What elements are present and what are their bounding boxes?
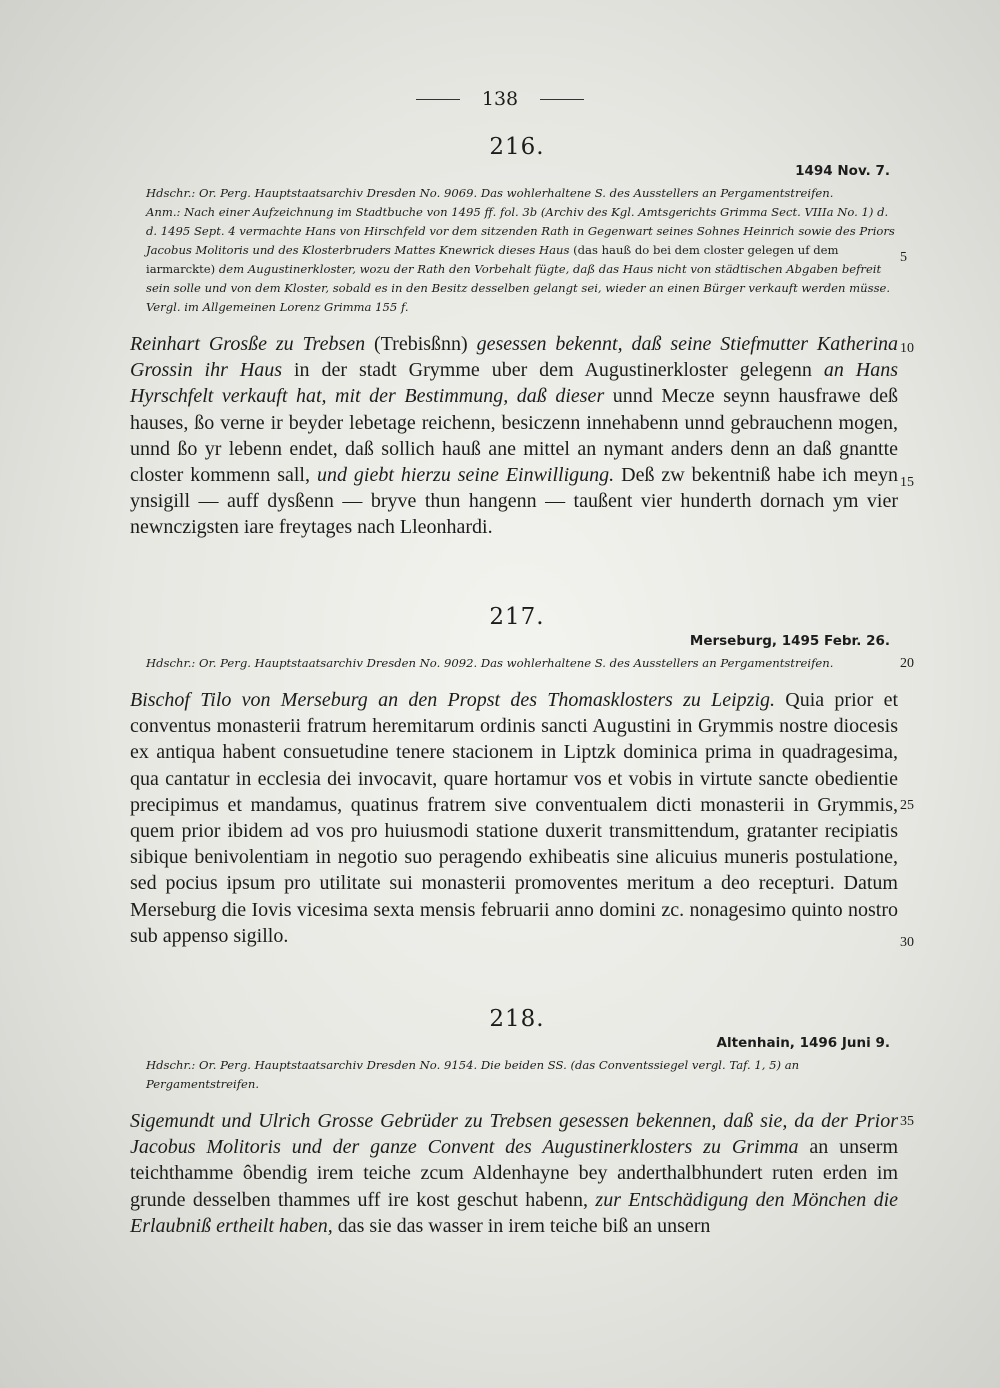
entry-number: 216. xyxy=(489,134,545,160)
text-regest: an Hans Hyrschfelt verkauft hat, mit der Bestimmung, daß dieser xyxy=(130,359,898,408)
text-quote: unnd Mecze seynn hausfrawe deß hauses, ßo verne ir beyder lebetage reichenn, besiczenn innehabenn unnd gebrauchenn mogen, unnd ßo yr lebenn endet, daß sollich hauß ane mittel an nymant anders denn an daß gnantte closter kommenn sall, xyxy=(130,385,899,487)
text-quote: an unserm teichthamme ôbendig irem teiche zcum Aldenhayne bey anderthalbhundert ruten erden im grunde desselben thammes uff ire kost geschut habenn, xyxy=(130,1136,899,1211)
line-number: 15 xyxy=(900,475,914,490)
text-regest: Reinhart Grosße zu Trebsen xyxy=(130,333,366,355)
line-number: 5 xyxy=(900,250,907,265)
document-text xyxy=(130,687,898,949)
document-text xyxy=(130,1108,898,1239)
entry-date: Altenhain, 1496 Juni 9. xyxy=(716,1035,890,1051)
line-number: 35 xyxy=(900,1114,914,1129)
entry-date: 1494 Nov. 7. xyxy=(795,163,890,179)
entry-number: 218. xyxy=(489,1006,545,1032)
line-number: 25 xyxy=(900,798,914,813)
header-rule-right xyxy=(540,99,584,100)
page-number: 138 xyxy=(481,88,519,110)
source-note xyxy=(130,654,898,673)
line-number: 30 xyxy=(900,935,914,950)
entry-number: 217. xyxy=(489,604,545,630)
text-regest: und giebt hierzu seine Einwilligung. xyxy=(316,464,615,487)
text-quote: das sie das wasser in irem teiche biß an unsern xyxy=(337,1214,711,1237)
annotation xyxy=(146,203,898,317)
text-regest: gesessen bekennt, daß seine Stiefmutter Katherina Grossin ihr Haus xyxy=(130,333,899,382)
text-quote: (Trebisßnn) xyxy=(373,333,468,355)
document-text xyxy=(130,331,898,541)
page-header xyxy=(0,88,1000,110)
manuscript-source: Hdschr.: Or. Perg. Hauptstaatsarchiv Dresden No. 9069. Das wohlerhaltene S. des Ausstellers an Pergamentstreifen. xyxy=(146,186,834,200)
text-quote: Deß zw bekentniß habe ich meyn ynsigill — auff dysßenn — bryve thun hangenn — taußent vier hunderth dornach ym vier newnczigsten iare freytages nach Lleonhardi. xyxy=(130,464,899,539)
manuscript-source: Hdschr.: Or. Perg. Hauptstaatsarchiv Dresden No. 9092. Das wohlerhaltene S. des Ausstellers an Pergamentstreifen. xyxy=(146,656,834,670)
annotation-quote: (das hauß do bei dem closter gelegen uf dem iarmarckte) xyxy=(146,243,839,276)
text-quote: in der stadt Grymme uber dem Augustinerkloster gelegenn xyxy=(294,359,812,382)
entry-217 xyxy=(130,604,898,949)
text-regest: zur Entschädigung den Mönchen die Erlaubniß ertheilt haben, xyxy=(130,1188,899,1237)
annotation-part-2: dem Augustinerkloster, wozu der Rath den Vorbehalt fügte, daß das Haus nicht von städtischen Abgaben befreit sein solle und von dem Kloster, sobald es in den Besitz desselben gelangt sei, wieder an einen Bürger verkauft werden müsse. Vergl. im Allgemeinen Lorenz Grimma 155 f. xyxy=(146,262,891,314)
text-regest: Bischof Tilo von Merseburg an den Propst des Thomasklosters zu Leipzig. xyxy=(130,689,776,711)
header-rule-left xyxy=(416,99,460,100)
text-quote: Quia prior et conventus monasterii fratrum heremitarum ordinis sancti Augustini in Grymmis nostre diocesis ex antiqua habent consuetudine tenere stacionem in Liptzk dominica prima in quadragesima, qua cantatur in ecclesia dei invocavit, quare hortamur vos et vobis in virtute sancte obedientie precipimus et mandamus, quatinus fratrem sive conventualem dicti monasterii in Grymmis, quem prior ibidem ad vos pro huiusmodi statione duxerit transmittendum, gratanter recipiatis sibique benivolentiam in negotio suo peragendo exhibeatis sine alicuius muneris postulatione, sed pocius ipsum pro utilitate sui monasterii promoventes meritum a deo recepturi. Datum Merseburg die Iovis vicesima sexta mensis februarii anno domini zc. nonagesimo quinto nostro sub appenso sigillo. xyxy=(130,689,899,947)
annotation-part-1: Anm.: Nach einer Aufzeichnung im Stadtbuche von 1495 ff. fol. 3b (Archiv des Kgl. Amtsgerichts Grimma Sect. VIIIa No. 1) d. d. 1495 Sept. 4 vermachte Hans von Hirschfeld vor dem sitzenden Rath in Gegenwart seines Sohnes Heinrich sowie des Priors Jacobus Molitoris und des Klosterbruders Mattes Knewrick dieses Haus xyxy=(146,205,895,257)
manuscript-source: Hdschr.: Or. Perg. Hauptstaatsarchiv Dresden No. 9154. Die beiden SS. (das Conventssiegel vergl. Taf. 1, 5) an Pergamentstreifen. xyxy=(146,1058,800,1091)
source-note xyxy=(130,1056,898,1094)
text-regest: Sigemundt und Ulrich Grosse Gebrüder zu Trebsen gesessen bekennen, daß sie, da der Prior Jacobus Molitoris und der ganze Convent des Augustinerklosters zu Grimma xyxy=(130,1110,898,1159)
line-number: 10 xyxy=(900,341,914,356)
source-note xyxy=(130,184,898,317)
entry-218 xyxy=(130,1006,898,1239)
entry-date: Merseburg, 1495 Febr. 26. xyxy=(689,633,890,649)
line-number: 20 xyxy=(900,656,914,671)
entry-216 xyxy=(130,134,898,541)
